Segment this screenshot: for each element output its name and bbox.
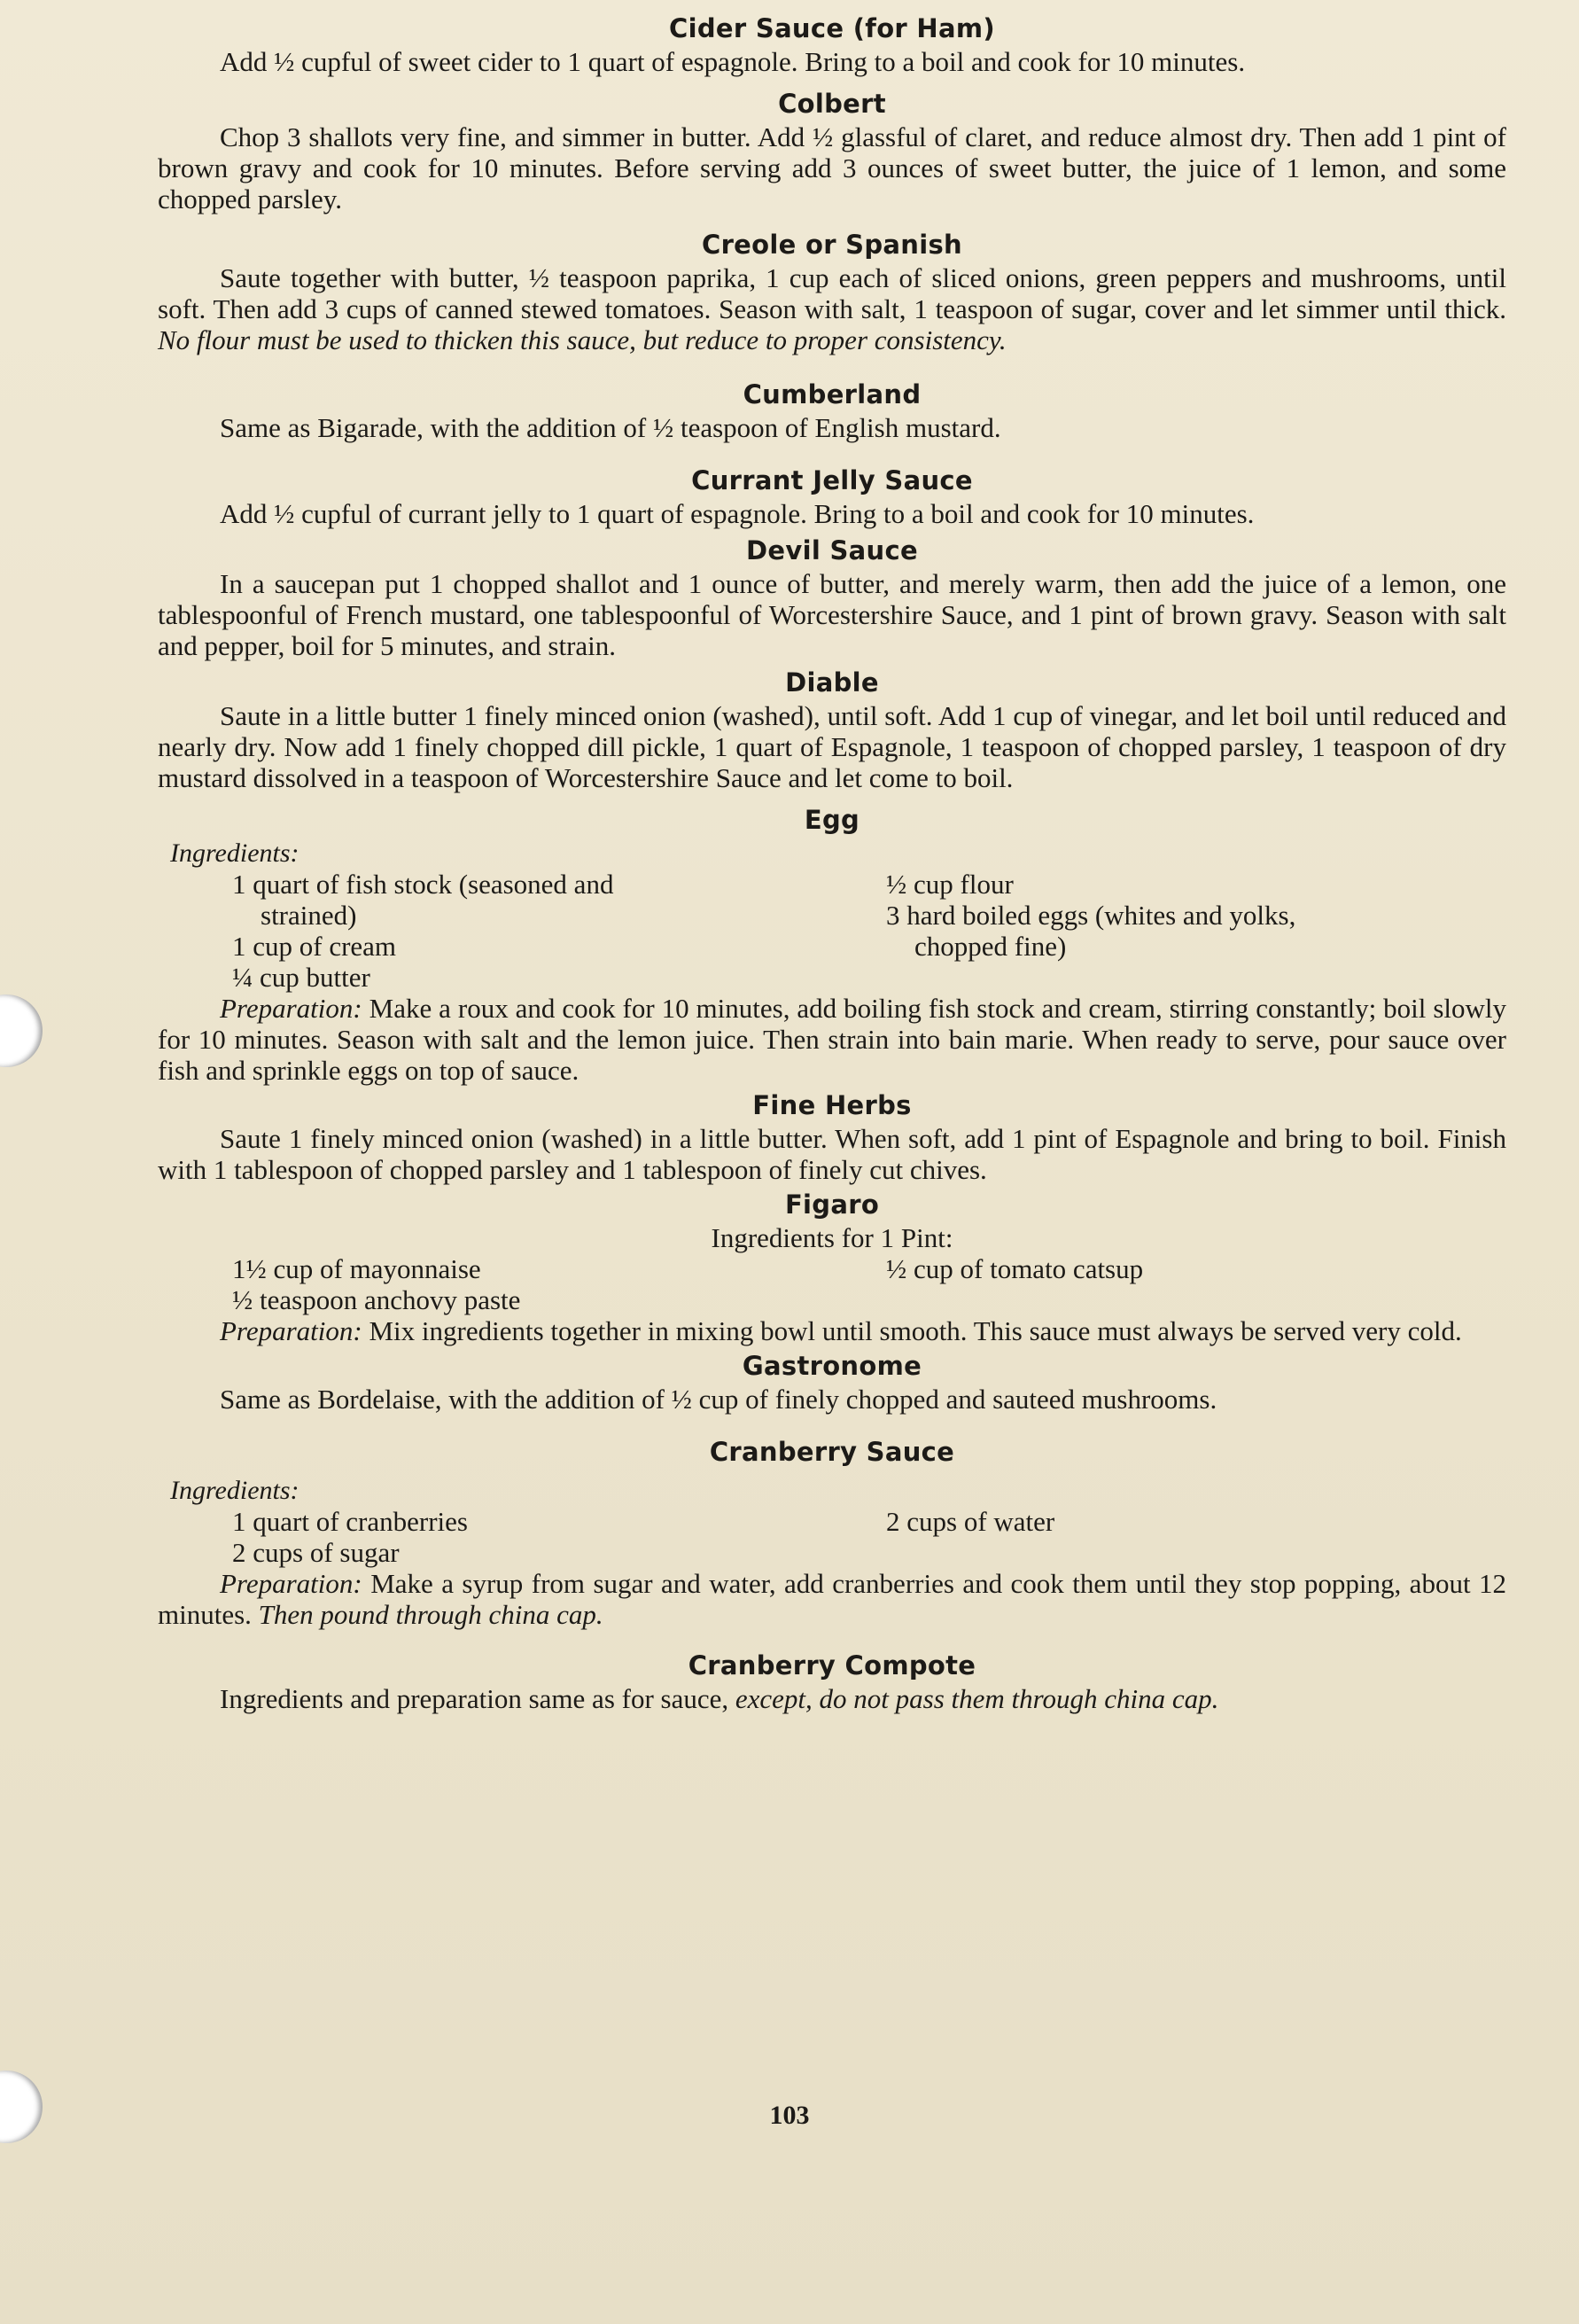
section-title: Creole or Spanish bbox=[701, 230, 962, 260]
section-text: Add ½ cupful of currant jelly to 1 quart of espagnole. Bring to a boil and cook for 10 minutes. bbox=[220, 498, 1255, 529]
section-title: Fine Herbs bbox=[752, 1090, 912, 1120]
ingredient-item: 2 cups of sugar bbox=[232, 1537, 400, 1568]
preparation-body: Mix ingredients together in mixing bowl until smooth. This sauce must always be served very cold. bbox=[369, 1315, 1462, 1346]
preparation-body: Make a roux and cook for 10 minutes, add boiling fish stock and cream, stirring constantly; boil slowly for 10 minutes. Season with salt and the lemon juice. Then strain into bain marie. When ready to serve, pour sauce over fish and sprinkle eggs on top of sauce. bbox=[158, 993, 1507, 1086]
preparation-label: Preparation: bbox=[220, 993, 362, 1024]
section-text: Add ½ cupful of sweet cider to 1 quart of espagnole. Bring to a boil and cook for 10 minutes. bbox=[220, 46, 1246, 77]
section-text: Chop 3 shallots very fine, and simmer in butter. Add ½ glassful of claret, and reduce almost dry. Then add 1 pint of brown gravy and cook for 10 minutes. Before serving add 3 ounces of sweet butter, the juice of 1 lemon, and some chopped parsley. bbox=[158, 121, 1506, 214]
preparation-label: Preparation: bbox=[220, 1315, 362, 1346]
ingredients-left bbox=[158, 1506, 831, 1568]
section-title: Cider Sauce (for Ham) bbox=[669, 13, 995, 43]
ingredient-item: ½ cup flour bbox=[886, 869, 1014, 900]
section-title: Devil Sauce bbox=[746, 535, 918, 565]
egg-ingredients bbox=[158, 869, 1506, 993]
ingredients-left bbox=[158, 1253, 831, 1315]
ingredient-item: 1 quart of fish stock (seasoned and bbox=[232, 869, 614, 900]
section-text-main: Ingredients and preparation same as for sauce, bbox=[220, 1683, 729, 1714]
section-title: Gastronome bbox=[742, 1351, 922, 1381]
section-text: Saute 1 finely minced onion (washed) in a little butter. When soft, add 1 pint of Espagnole and bring to boil. Finish with 1 tablespoon of chopped parsley and 1 tablespoon of finely cut chives. bbox=[158, 1123, 1506, 1185]
section-text-main: Saute together with butter, ½ teaspoon paprika, 1 cup each of sliced onions, green peppers and mushrooms, until soft. Then add 3 cups of canned stewed tomatoes. Season with salt, 1 teaspoon of sugar, cover and let simmer until thick. bbox=[158, 262, 1506, 324]
section-title: Cranberry Sauce bbox=[709, 1437, 955, 1467]
ingredient-item: 1 cup of cream bbox=[232, 931, 397, 962]
section-text bbox=[158, 1683, 1506, 1714]
section-title-egg: Egg bbox=[804, 805, 860, 835]
ingredients-left bbox=[158, 869, 831, 993]
preparation-body: Make a syrup from sugar and water, add cranberries and cook them until they stop popping, about 12 minutes. bbox=[158, 1568, 1506, 1630]
preparation-text bbox=[158, 1568, 1506, 1630]
section-text: Same as Bigarade, with the addition of ½ teaspoon of English mustard. bbox=[220, 412, 1001, 443]
ingredient-item: ½ cup of tomato catsup bbox=[886, 1253, 1144, 1284]
section-text-note: No flour must be used to thicken this sauce, but reduce to proper consistency. bbox=[158, 324, 1007, 355]
section-title: Figaro bbox=[784, 1189, 880, 1220]
recipe-content bbox=[158, 7, 1506, 1714]
section-text: In a saucepan put 1 chopped shallot and 1 ounce of butter, and merely warm, then add the juice of a lemon, one tablespoonful of French mustard, one tablespoonful of Worcestershire Sauce, and 1 pint of brown gravy. Season with salt and pepper, boil for 5 minutes, and strain. bbox=[158, 568, 1506, 661]
preparation-text bbox=[158, 993, 1506, 1086]
section-title: Cumberland bbox=[743, 379, 922, 409]
ingredient-item: ¼ cup butter bbox=[232, 962, 370, 993]
section-text-note: except, do not pass them through china cap. bbox=[735, 1683, 1219, 1714]
ingredient-item: 1 quart of cranberries bbox=[232, 1506, 468, 1537]
section-text: Same as Bordelaise, with the addition of ½ cup of finely chopped and sauteed mushrooms. bbox=[220, 1384, 1217, 1415]
preparation-label: Preparation: bbox=[220, 1568, 362, 1599]
ingredients-label: Ingredients: bbox=[170, 838, 299, 868]
section-text: Saute in a little butter 1 finely minced onion (washed), until soft. Add 1 cup of vinegar, and let boil until reduced and nearly dry. Now add 1 finely chopped dill pickle, 1 quart of Espagnole, 1 teaspoon of chopped parsley, 1 teaspoon of dry mustard dissolved in a teaspoon of Worcestershire Sauce and let come to boil. bbox=[158, 700, 1506, 793]
ingredients-right bbox=[886, 1506, 1506, 1568]
preparation-note: Then pound through china cap. bbox=[258, 1599, 603, 1630]
figaro-ingredients bbox=[158, 1253, 1506, 1315]
ingredient-item: 2 cups of water bbox=[886, 1506, 1055, 1537]
figaro-subtitle: Ingredients for 1 Pint: bbox=[711, 1222, 953, 1253]
ingredients-label: Ingredients: bbox=[170, 1476, 299, 1505]
ingredient-item: 3 hard boiled eggs (whites and yolks, bbox=[886, 900, 1296, 931]
ingredient-item: ½ teaspoon anchovy paste bbox=[232, 1284, 521, 1315]
ingredient-item: chopped fine) bbox=[914, 931, 1067, 962]
section-title: Currant Jelly Sauce bbox=[691, 465, 973, 495]
cranberry-ingredients bbox=[158, 1506, 1506, 1568]
page-number: 103 bbox=[769, 2101, 810, 2130]
preparation-text bbox=[158, 1315, 1506, 1346]
ingredients-right bbox=[886, 869, 1506, 993]
section-title: Cranberry Compote bbox=[688, 1650, 976, 1681]
ingredient-item: 1½ cup of mayonnaise bbox=[232, 1253, 481, 1284]
section-title: Diable bbox=[785, 667, 879, 698]
section-text bbox=[158, 262, 1506, 355]
ingredients-right bbox=[886, 1253, 1506, 1315]
ingredient-item: strained) bbox=[261, 900, 357, 931]
section-title: Colbert bbox=[778, 89, 886, 119]
